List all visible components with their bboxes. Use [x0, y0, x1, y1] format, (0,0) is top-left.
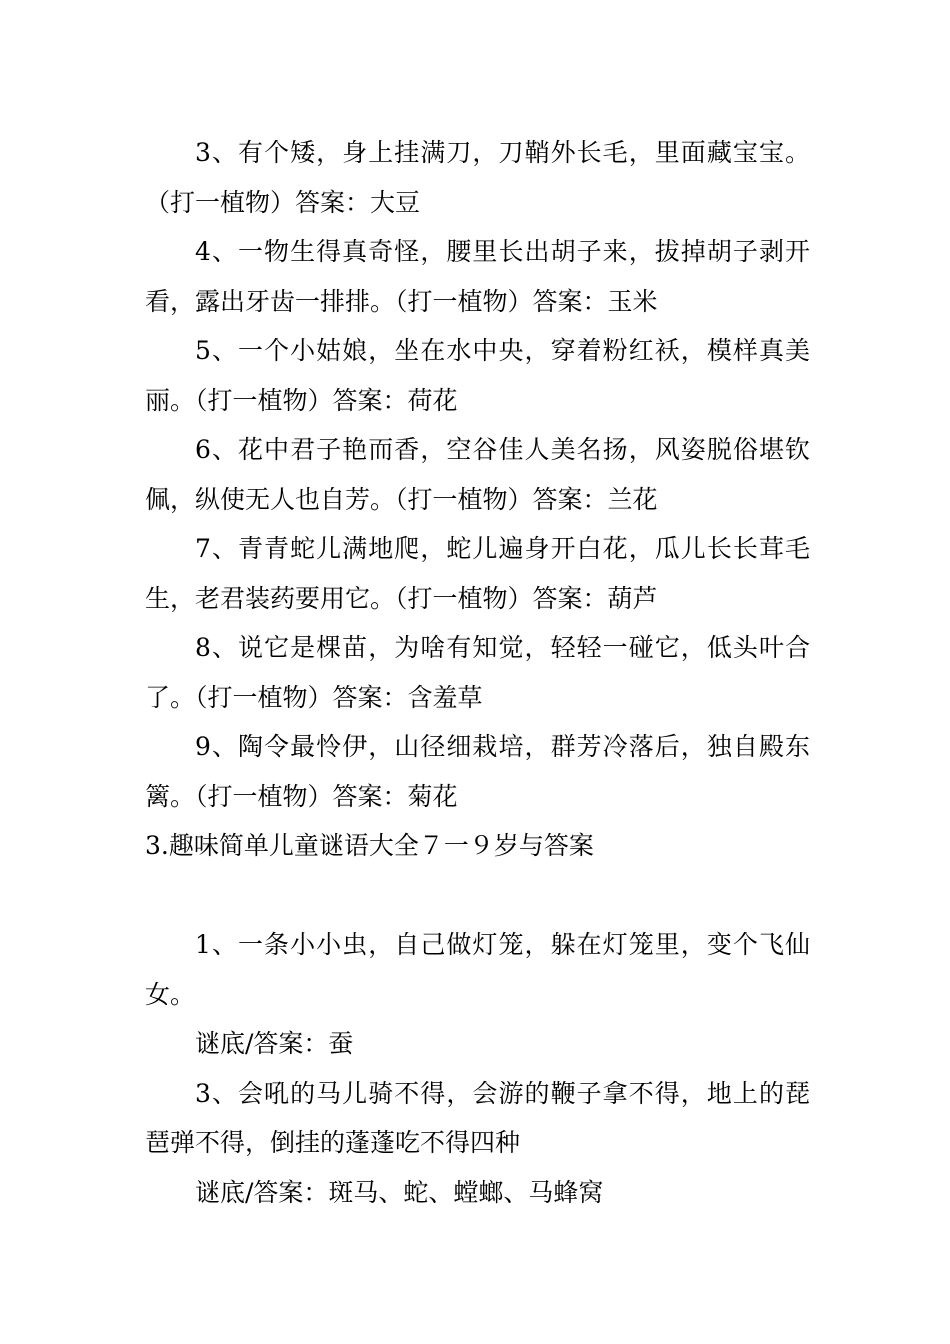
answer-paragraph-3b: 谜底/答案：斑马、蛇、螳螂、马蜂窝 — [195, 1177, 604, 1207]
riddle-paragraph-5: 5、一个小姑娘，坐在水中央，穿着粉红袄，模样真美丽。（打一植物）答案：荷花 — [145, 336, 810, 415]
section-heading: 3.趣味简单儿童谜语大全７一９岁与答案 — [145, 831, 594, 860]
riddle-paragraph-4: 4、一物生得真奇怪，腰里长出胡子来，拔掉胡子剥开看，露出牙齿一排排。（打一植物）答案：玉米 — [145, 237, 810, 316]
document-body — [145, 128, 810, 1217]
riddle-paragraph-3b: 3、会吼的马儿骑不得，会游的鞭子拿不得，地上的琵琶弹不得，倒挂的蓬蓬吃不得四种 — [145, 1078, 810, 1157]
answer-paragraph-1: 谜底/答案：蚕 — [195, 1029, 354, 1058]
riddle-paragraph-8: 8、说它是棵苗，为啥有知觉，轻轻一碰它，低头叶合了。（打一植物）答案：含羞草 — [145, 633, 810, 712]
blank-line — [145, 871, 810, 921]
riddle-paragraph-3: 3、有个矮，身上挂满刀，刀鞘外长毛，里面藏宝宝。（打一植物）答案：大豆 — [145, 138, 810, 217]
riddle-paragraph-7: 7、青青蛇儿满地爬，蛇儿遍身开白花，瓜儿长长茸毛生，老君装药要用它。（打一植物）答案：葫芦 — [145, 534, 810, 613]
riddle-paragraph-9: 9、陶令最怜伊，山径细栽培，群芳冷落后，独自殿东篱。（打一植物）答案：菊花 — [145, 732, 810, 811]
riddle-paragraph-1: 1、一条小小虫，自己做灯笼，躲在灯笼里，变个飞仙女。 — [145, 930, 810, 1009]
riddle-paragraph-6: 6、花中君子艳而香，空谷佳人美名扬，风姿脱俗堪钦佩，纵使无人也自芳。（打一植物）答案：兰花 — [145, 435, 810, 514]
